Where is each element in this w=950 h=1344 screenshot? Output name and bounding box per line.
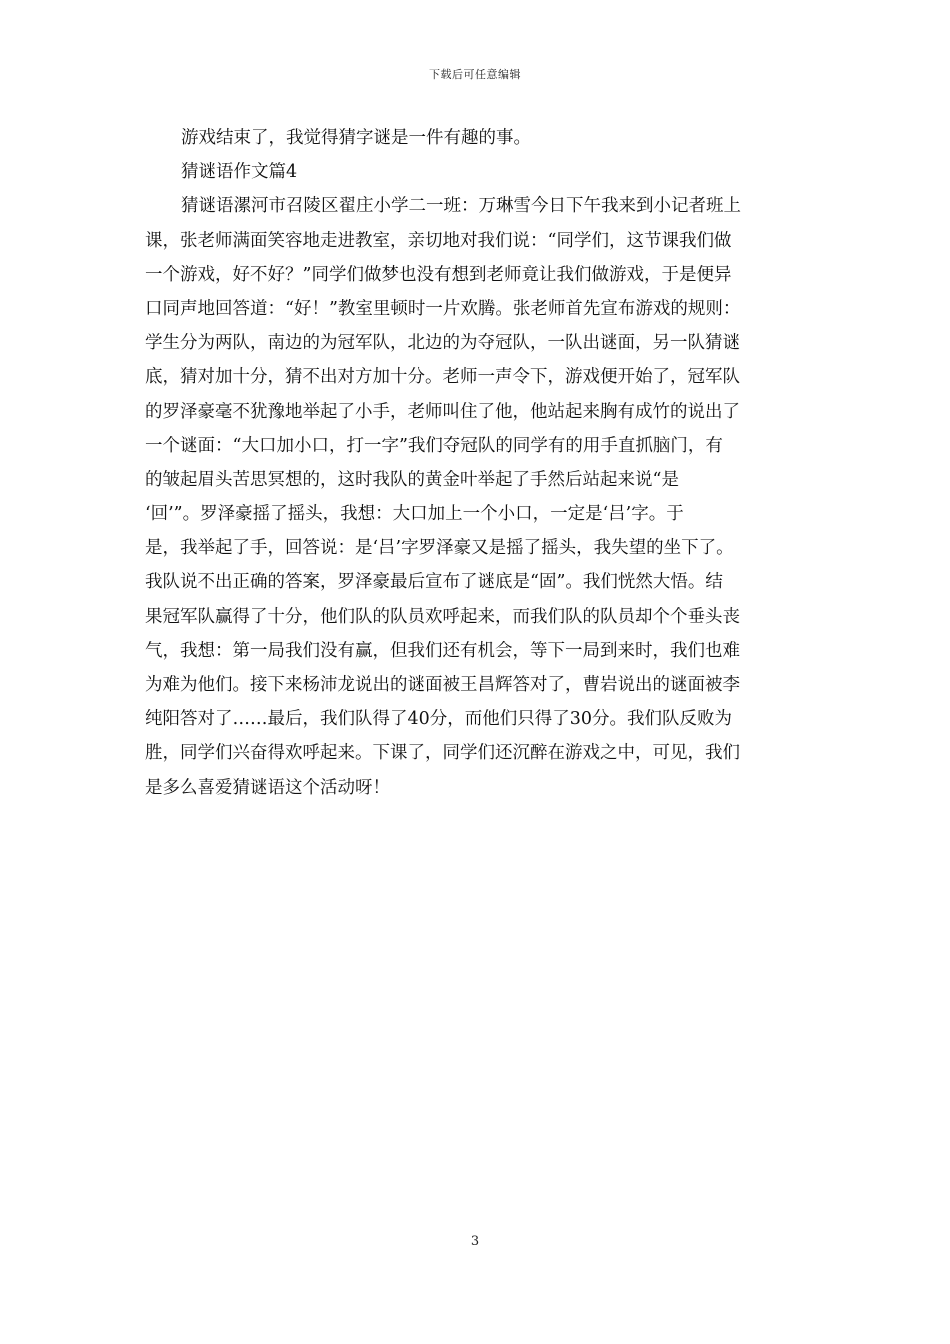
paragraph-line: 一个游戏，好不好？”同学们做梦也没有想到老师竟让我们做游戏，于是便异 [145, 264, 732, 285]
paragraph-line: 底，猜对加十分，猜不出对方加十分。老师一声令下，游戏便开始了，冠军队 [145, 367, 740, 388]
paragraph-line: 课，张老师满面笑容地走进教室，亲切地对我们说：“同学们，这节课我们做 [145, 230, 732, 251]
closing-sentence: 游戏结束了，我觉得猜字谜是一件有趣的事。 [181, 128, 531, 148]
paragraph-line: 学生分为两队，南边的为冠军队，北边的为夺冠队，一队出谜面，另一队猜谜 [145, 333, 740, 354]
paragraph-line: 胜，同学们兴奋得欢呼起来。下课了，同学们还沉醉在游戏之中，可见，我们 [145, 743, 740, 764]
paragraph-line: 的皱起眉头苦思冥想的，这时我队的黄金叶举起了手然后站起来说“是 [145, 469, 679, 490]
paragraph-line: 我队说不出正确的答案，罗泽豪最后宣布了谜底是“固”。我们恍然大悟。结 [145, 572, 723, 593]
paragraph-line: 是，我举起了手，回答说：是‘吕’字罗泽豪又是摇了摇头，我失望的坐下了。 [145, 538, 734, 559]
page-header: 下载后可任意编辑 [429, 68, 521, 81]
paragraph-line: 纯阳答对了……最后，我们队得了40分，而他们只得了30分。我们队反败为 [145, 709, 733, 730]
paragraph-line: 为难为他们。接下来杨沛龙说出的谜面被王昌辉答对了，曹岩说出的谜面被李 [145, 675, 740, 695]
paragraph-line: 的罗泽豪毫不犹豫地举起了小手，老师叫住了他，他站起来胸有成竹的说出了 [145, 401, 740, 422]
document-body [145, 121, 810, 805]
paragraph-line: 是多么喜爱猜谜语这个活动呀！ [145, 777, 390, 798]
paragraph-line: 口同声地回答道：“好！”教室里顿时一片欢腾。张老师首先宣布游戏的规则： [145, 298, 741, 319]
paragraph-line: 果冠军队赢得了十分，他们队的队员欢呼起来，而我们队的队员却个个垂头丧 [145, 606, 740, 627]
paragraph-line: 气，我想：第一局我们没有赢，但我们还有机会，等下一局到来时，我们也难 [145, 640, 740, 661]
paragraph-line: 猜谜语漯河市召陵区翟庄小学二一班：万琳雪今日下午我来到小记者班上 [181, 196, 741, 217]
page-number: 3 [470, 1234, 480, 1249]
paragraph-line: 一个谜面：“大口加小口，打一字”我们夺冠队的同学有的用手直抓脑门，有 [145, 435, 723, 456]
paragraph-line: ‘回’”。罗泽豪摇了摇头，我想：大口加上一个小口，一定是‘吕’字。于 [145, 504, 684, 525]
section-title: 猜谜语作文篇4 [181, 162, 298, 183]
